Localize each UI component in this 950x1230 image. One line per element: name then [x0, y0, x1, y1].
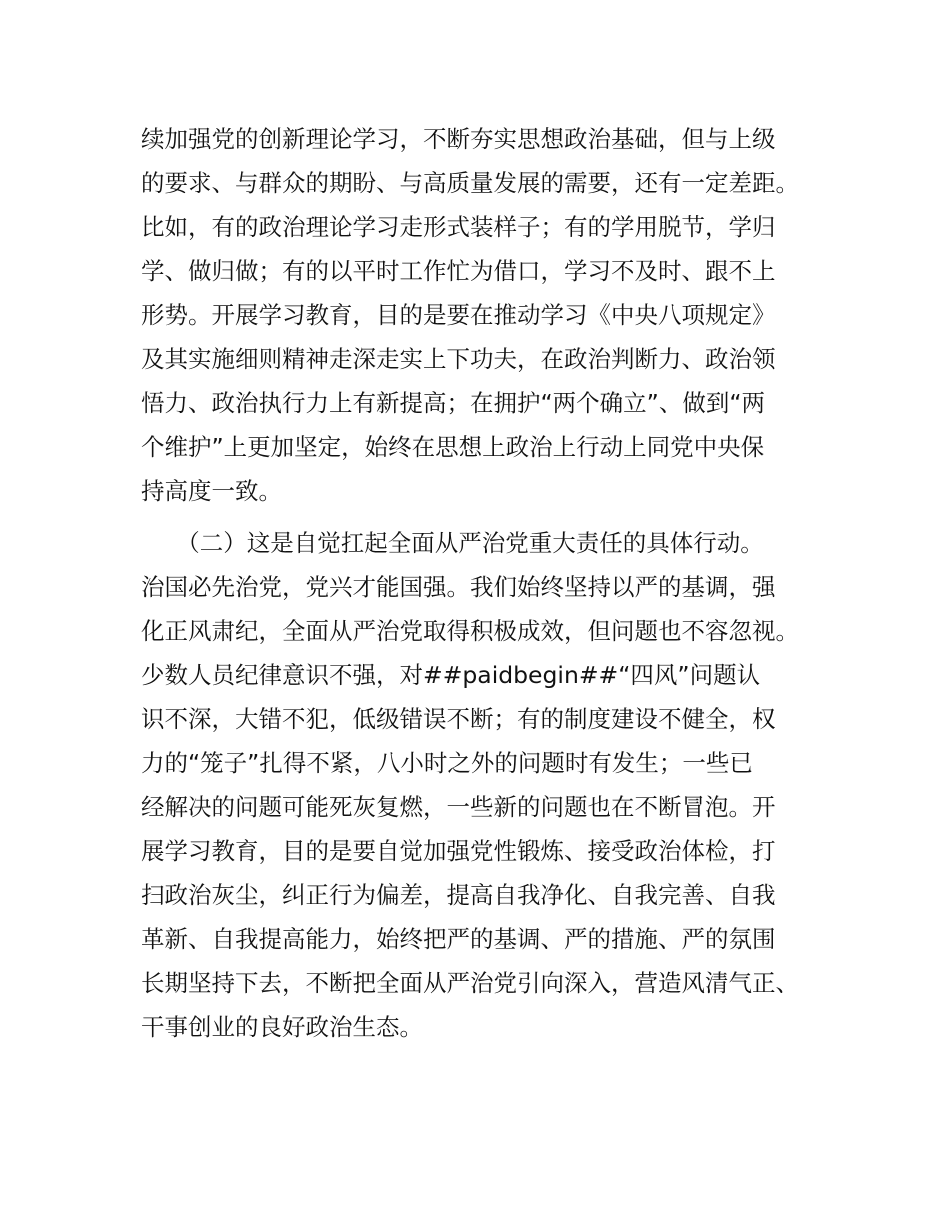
text-line: 比如，有的政治理论学习走形式装样子；有的学用脱节，学归	[141, 213, 776, 241]
paragraph-2	[141, 521, 821, 1049]
text-line: 个维护”上更加坚定，始终在思想上政治上行动上同党中央保	[141, 433, 765, 461]
text-line: 革新、自我提高能力，始终把严的基调、严的措施、严的氛围	[141, 925, 776, 953]
text-line: 治国必先治党，党兴才能国强。我们始终坚持以严的基调，强	[141, 573, 776, 601]
text-line: 识不深，大错不犯，低级错误不断；有的制度建设不健全，权	[141, 705, 776, 733]
text-line: 干事创业的良好政治生态。	[141, 1013, 423, 1041]
text-line: 展学习教育，目的是要自觉加强党性锻炼、接受政治体检，打	[141, 837, 776, 865]
text-line: 持高度一致。	[141, 477, 282, 505]
text-line: 扫政治灰尘，纠正行为偏差，提高自我净化、自我完善、自我	[141, 881, 776, 909]
text-line: 化正风肃纪，全面从严治党取得积极成效，但问题也不容忽视。	[141, 617, 799, 645]
text-line: 经解决的问题可能死灰复燃，一些新的问题也在不断冒泡。开	[141, 793, 776, 821]
text-line: 的要求、与群众的期盼、与高质量发展的需要，还有一定差距。	[141, 169, 799, 197]
section-heading-line: （二）这是自觉扛起全面从严治党重大责任的具体行动。	[141, 529, 764, 557]
paragraph-1	[141, 117, 821, 513]
document-body	[141, 117, 821, 1049]
text-line: 及其实施细则精神走深走实上下功夫，在政治判断力、政治领	[141, 345, 776, 373]
text-line: 少数人员纪律意识不强，对##paidbegin##“四风”问题认	[141, 661, 761, 689]
text-line: 续加强党的创新理论学习，不断夯实思想政治基础，但与上级	[141, 125, 776, 153]
text-line: 长期坚持下去，不断把全面从严治党引向深入，营造风清气正、	[141, 969, 799, 997]
text-line: 悟力、政治执行力上有新提高；在拥护“两个确立”、做到“两	[141, 389, 766, 417]
text-line: 形势。开展学习教育，目的是要在推动学习《中央八项规定》	[141, 301, 776, 329]
paragraph-spacer	[141, 513, 821, 521]
text-line: 学、做归做；有的以平时工作忙为借口，学习不及时、跟不上	[141, 257, 776, 285]
text-line: 力的“笼子”扎得不紧，八小时之外的问题时有发生；一些已	[141, 749, 753, 777]
